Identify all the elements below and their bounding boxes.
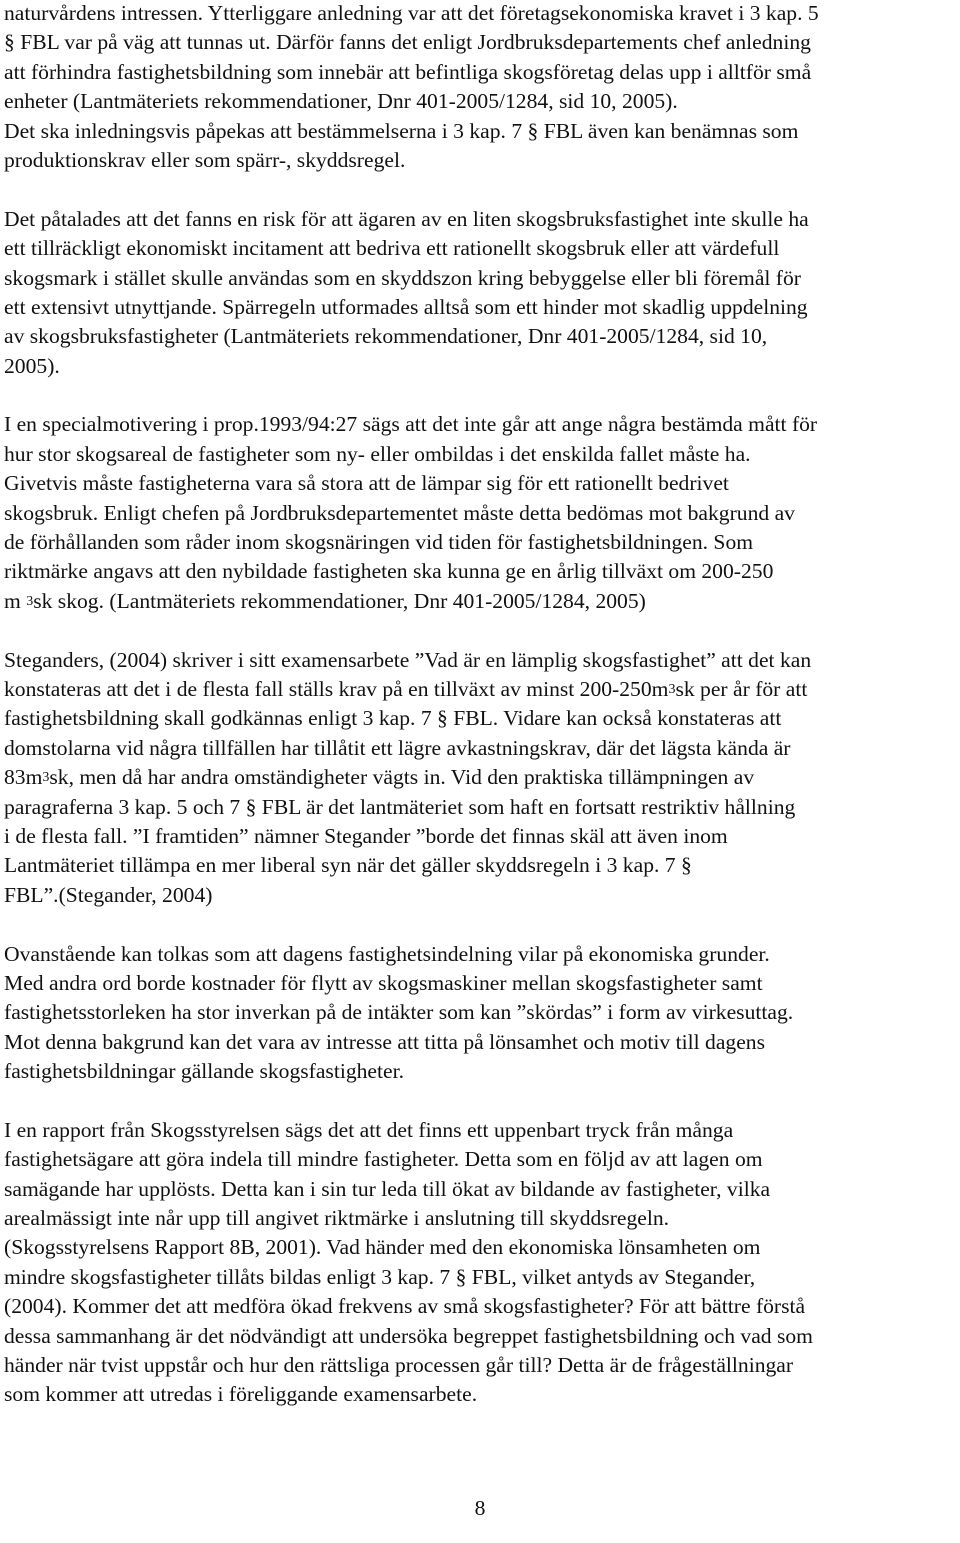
text-line: i de flesta fall. ”I framtiden” nämner Stegander ”borde det finnas skäl att även inom — [4, 823, 728, 848]
paragraph-1 — [4, 0, 954, 175]
text-line: mindre skogsfastigheter tillåts bildas enligt 3 kap. 7 § FBL, vilket antyds av Stegander, — [4, 1264, 756, 1289]
text-line: Mot denna bakgrund kan det vara av intresse att titta på lönsamhet och motiv till dagens — [4, 1029, 765, 1054]
superscript: 3 — [42, 770, 50, 786]
text-fragment: sk per år för att — [675, 676, 808, 701]
text-line: Det ska inledningsvis påpekas att bestämmelserna i 3 kap. 7 § FBL även kan benämnas som — [4, 118, 799, 143]
paragraph-6 — [4, 1116, 954, 1410]
text-line: fastighetsbildning skall godkännas enligt 3 kap. 7 § FBL. Vidare kan också konstateras att — [4, 706, 782, 731]
page-number: 8 — [474, 1496, 486, 1520]
paragraph-gap — [4, 616, 954, 645]
text-line: de förhållanden som råder inom skogsnäringen vid tiden för fastighetsbildningen. Som — [4, 530, 754, 555]
text-line: domstolarna vid några tillfällen har tillåtit ett lägre avkastningskrav, där det lägsta kända är — [4, 735, 791, 760]
text-fragment: konstateras att det i de flesta fall ställs krav på en tillväxt av minst 200-250m — [4, 676, 669, 701]
paragraph-2 — [4, 205, 954, 381]
text-fragment: m — [4, 588, 27, 613]
text-line: att förhindra fastighetsbildning som innebär att befintliga skogsföretag delas upp i alltför små — [4, 59, 812, 84]
text-line: Ovanstående kan tolkas som att dagens fastighetsindelning vilar på ekonomiska grunder. — [4, 941, 770, 966]
paragraph-gap — [4, 175, 954, 204]
text-line: fastighetsbildningar gällande skogsfastigheter. — [4, 1059, 404, 1084]
text-line: enheter (Lantmäteriets rekommendationer, Dnr 401-2005/1284, sid 10, 2005). — [4, 89, 678, 114]
text-line: naturvårdens intressen. Ytterliggare anledning var att det företagsekonomiska kravet i 3 kap. 5 — [4, 1, 819, 25]
text-fragment: sk, men då har andra omständigheter vägts in. Vid den praktiska tillämpningen av — [49, 765, 755, 790]
text-line: ett extensivt utnyttjande. Spärregeln utformades alltså som ett hinder mot skadlig uppdelning — [4, 294, 808, 319]
paragraph-gap — [4, 381, 954, 410]
text-line: händer när tvist uppstår och hur den rättsliga processen går till? Detta är de frågeställningar — [4, 1352, 794, 1377]
text-fragment: 83m — [4, 765, 43, 790]
text-line: Lantmäteriet tillämpa en mer liberal syn när det gäller skyddsregeln i 3 kap. 7 § — [4, 853, 692, 878]
text-line: arealmässigt inte når upp till angivet riktmärke i anslutning till skyddsregeln. — [4, 1206, 670, 1231]
paragraph-5 — [4, 940, 954, 1087]
text-line: fastighetsstorleken ha stor inverkan på de intäkter som kan ”skördas” i form av virkesuttag. — [4, 1000, 794, 1025]
text-line — [4, 675, 954, 704]
text-line: ett tillräckligt ekonomiskt incitament att bedriva ett rationellt skogsbruk eller att värdefull — [4, 236, 780, 261]
text-line: 2005). — [4, 353, 60, 378]
text-line — [4, 587, 954, 616]
text-line — [4, 763, 954, 792]
document-page — [4, 0, 954, 1410]
text-line: Steganders, (2004) skriver i sitt examensarbete ”Vad är en lämplig skogsfastighet” att det kan — [4, 647, 812, 672]
paragraph-4 — [4, 646, 954, 911]
text-fragment: sk skog. (Lantmäteriets rekommendationer, Dnr 401-2005/1284, 2005) — [33, 588, 646, 613]
text-line: § FBL var på väg att tunnas ut. Därför fanns det enligt Jordbruksdepartements chef anledning — [4, 30, 811, 55]
paragraph-3 — [4, 410, 954, 616]
text-line: Givetvis måste fastigheterna vara så stora att de lämpar sig för ett rationellt bedrivet — [4, 471, 729, 496]
text-line: Det påtalades att det fanns en risk för att ägaren av en liten skogsbruksfastighet inte skulle ha — [4, 206, 809, 231]
text-line: skogsmark i stället skulle användas som en skyddszon kring bebyggelse eller bli föremål för — [4, 265, 801, 290]
text-line: paragraferna 3 kap. 5 och 7 § FBL är det lantmäteriet som haft en fortsatt restriktiv hållning — [4, 794, 796, 819]
superscript: 3 — [26, 593, 34, 609]
text-line: (2004). Kommer det att medföra ökad frekvens av små skogsfastigheter? För att bättre förstå — [4, 1294, 806, 1319]
text-line: av skogsbruksfastigheter (Lantmäteriets rekommendationer, Dnr 401-2005/1284, sid 10, — [4, 324, 768, 349]
text-line: hur stor skogsareal de fastigheter som ny- eller ombildas i det enskilda fallet måste ha. — [4, 441, 751, 466]
text-line: skogsbruk. Enligt chefen på Jordbruksdepartementet måste detta bedömas mot bakgrund av — [4, 500, 795, 525]
superscript: 3 — [668, 681, 676, 697]
text-line: riktmärke angavs att den nybildade fastigheten ska kunna ge en årlig tillväxt om 200-250 — [4, 559, 774, 584]
text-line: FBL”.(Stegander, 2004) — [4, 882, 213, 907]
text-line: samägande har upplösts. Detta kan i sin tur leda till ökat av bildande av fastigheter, vilka — [4, 1176, 771, 1201]
text-line: fastighetsägare att göra indela till mindre fastigheter. Detta som en följd av att lagen om — [4, 1147, 763, 1172]
text-line: I en specialmotivering i prop.1993/94:27 sägs att det inte går att ange några bestämda mått för — [4, 412, 818, 437]
text-line: (Skogsstyrelsens Rapport 8B, 2001). Vad händer med den ekonomiska lönsamheten om — [4, 1235, 761, 1260]
text-line: produktionskrav eller som spärr-, skyddsregel. — [4, 147, 406, 172]
text-line: I en rapport från Skogsstyrelsen sägs det att det finns ett uppenbart tryck från många — [4, 1117, 734, 1142]
text-line: Med andra ord borde kostnader för flytt av skogsmaskiner mellan skogsfastigheter samt — [4, 970, 763, 995]
paragraph-gap — [4, 910, 954, 939]
text-line: dessa sammanhang är det nödvändigt att undersöka begreppet fastighetsbildning och vad som — [4, 1323, 813, 1348]
paragraph-gap — [4, 1086, 954, 1115]
text-line: som kommer att utredas i föreliggande examensarbete. — [4, 1382, 478, 1407]
